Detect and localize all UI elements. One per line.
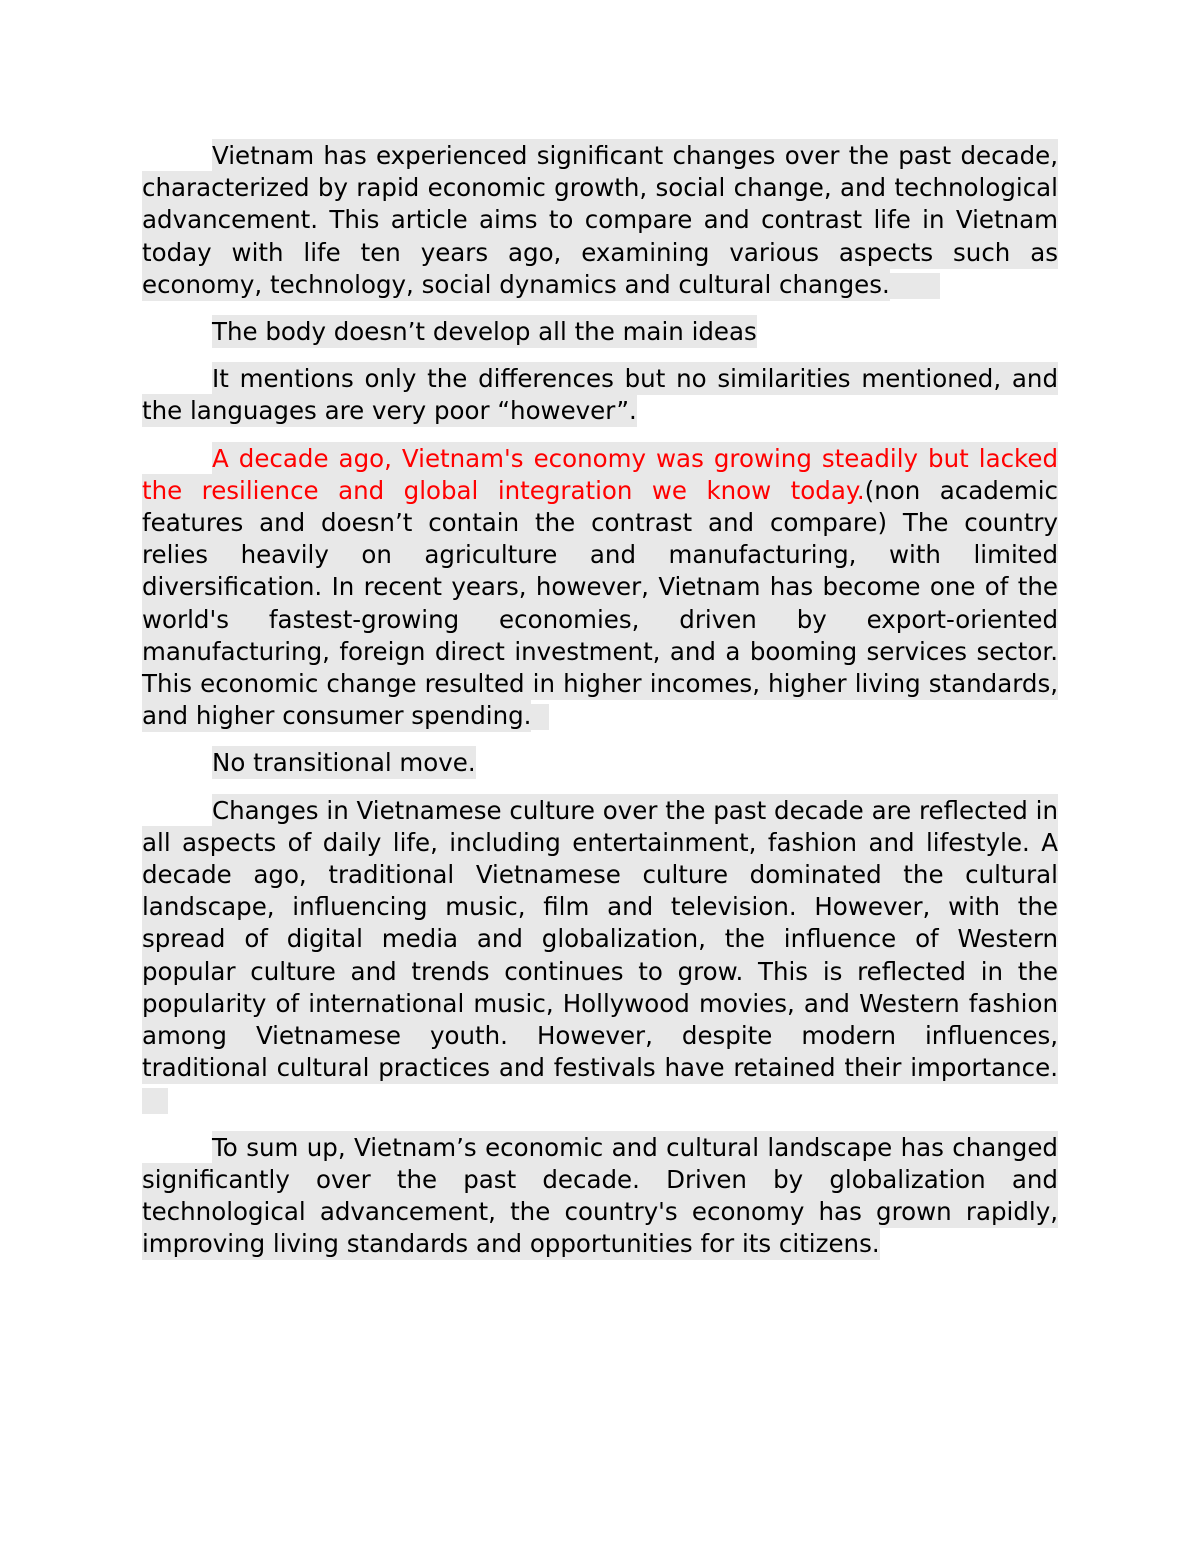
paragraph-conclusion: [142, 1132, 1058, 1261]
comment-body-ideas: [142, 316, 1058, 348]
comment-similarities: [142, 363, 1058, 427]
highlight-tail: [890, 273, 940, 299]
paragraph-economy: [142, 443, 1058, 733]
highlight-tail: [531, 704, 549, 730]
document-body: [142, 140, 1058, 1276]
paragraph-economy-text: (non academic features and doesn’t contain the contrast and compare) The country relies heavily on agriculture and manufacturing, with limited diversification. In recent years, however, Vietnam has become one of the world's fastest-growing economies, driven by export-oriented manufacturing, foreign direct investment, and a booming services sector. This economic change resulted in higher incomes, higher living standards, and higher consumer spending.: [142, 475, 1058, 731]
comment-transition: [142, 747, 1058, 779]
paragraph-economy-red-sentence: A decade ago, Vietnam's economy was growing steadily but lacked the resilience and global integration we know today.: [142, 443, 1058, 505]
comment-body-ideas-text: The body doesn’t develop all the main ideas: [212, 317, 757, 347]
paragraph-culture: [142, 795, 1058, 1117]
comment-similarities-text: It mentions only the differences but no similarities mentioned, and the languages are very poor “however”.: [142, 364, 1058, 426]
paragraph-introduction-text: Vietnam has experienced significant changes over the past decade, characterized by rapid economic growth, social change, and technological advancement. This article aims to compare and contrast life in Vietnam today with life ten years ago, examining various aspects such as economy, technology, social dynamics and cultural changes.: [142, 141, 1058, 299]
highlight-tail: [142, 1088, 168, 1114]
paragraph-culture-text: Changes in Vietnamese culture over the past decade are reflected in all aspects of daily life, including entertainment, fashion and lifestyle. A decade ago, traditional Vietnamese culture dominated the cultural landscape, influencing music, film and television. However, with the spread of digital media and globalization, the influence of Western popular culture and trends continues to grow. This is reflected in the popularity of international music, Hollywood movies, and Western fashion among Vietnamese youth. However, despite modern influences, traditional cultural practices and festivals have retained their importance.: [142, 795, 1058, 1083]
comment-transition-text: No transitional move.: [212, 748, 476, 778]
paragraph-conclusion-text: To sum up, Vietnam’s economic and cultural landscape has changed significantly over the past decade. Driven by globalization and technological advancement, the country's economy has grown rapidly, improving living standards and opportunities for its citizens.: [142, 1132, 1058, 1259]
paragraph-introduction: [142, 140, 1058, 301]
